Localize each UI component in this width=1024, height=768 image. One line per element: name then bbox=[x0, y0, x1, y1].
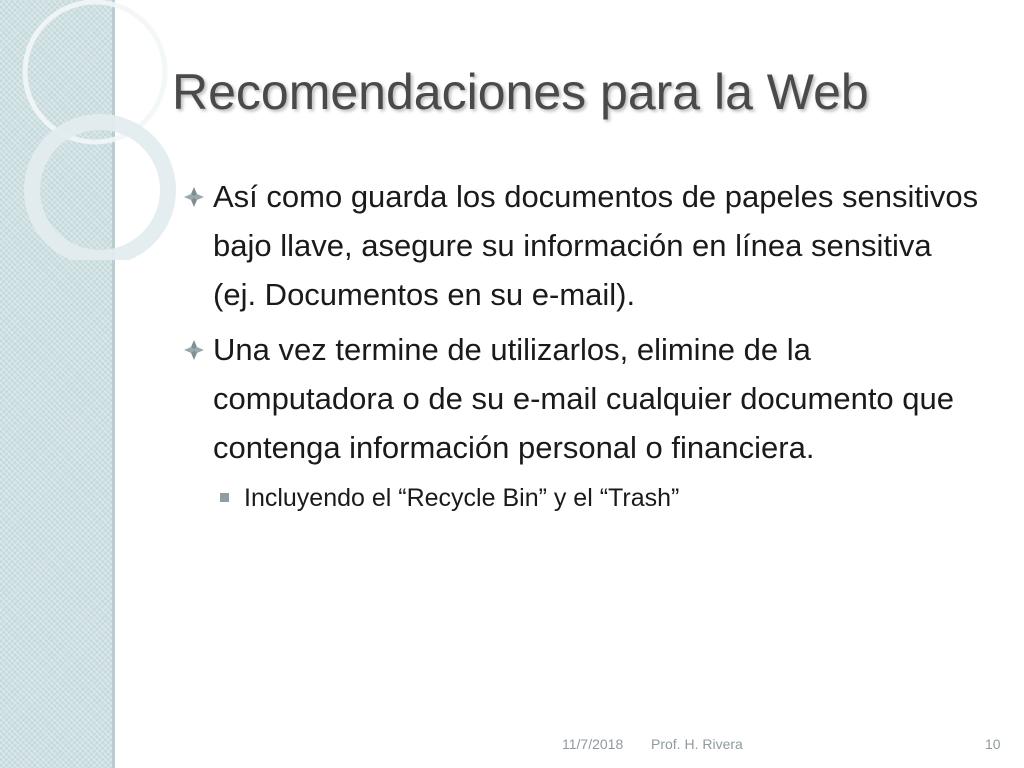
sub-bullet-text: Incluyendo el “Recycle Bin” y el “Trash” bbox=[244, 484, 680, 512]
bullet-text: Una vez termine de utilizarlos, elimine de la computadora o de su e-mail cualquier documento que contenga información personal o financiera. bbox=[213, 332, 955, 465]
bullet-item bbox=[183, 172, 983, 319]
diamond-bullet-icon bbox=[183, 186, 205, 208]
footer-date: 11/7/2018 bbox=[562, 736, 624, 752]
decorative-rings bbox=[0, 0, 200, 260]
diamond-bullet-icon bbox=[183, 339, 205, 361]
square-bullet-icon bbox=[220, 493, 229, 502]
sub-bullet-item bbox=[218, 478, 983, 518]
slide-title: Recomendaciones para la Web bbox=[172, 64, 869, 120]
slide-content bbox=[183, 172, 983, 518]
bullet-text: Así como guarda los documentos de papeles sensitivos bajo llave, asegure su información en línea sensitiva (ej. Documentos en su e-mail). bbox=[213, 179, 979, 312]
footer-author: Prof. H. Rivera bbox=[651, 736, 743, 752]
footer-page-number: 10 bbox=[985, 736, 1001, 752]
bullet-item bbox=[183, 325, 983, 472]
